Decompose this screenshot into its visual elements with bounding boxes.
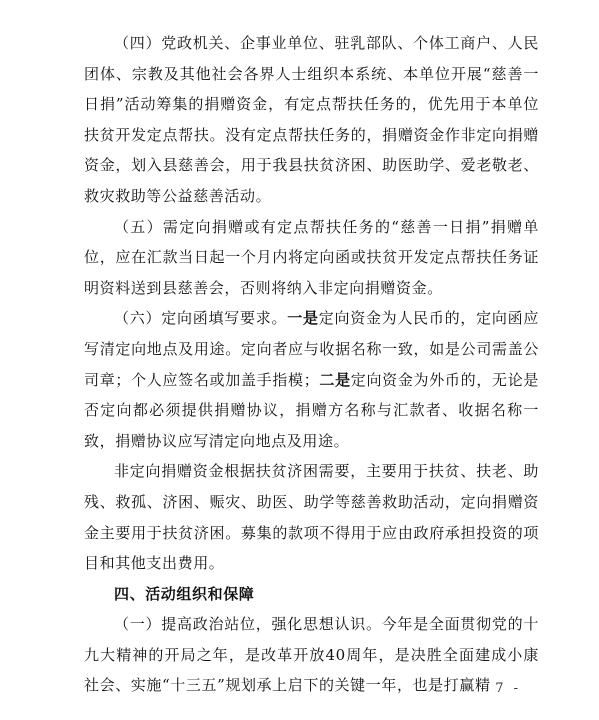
paragraph-7: 非定向捐赠资金根据扶贫济困需要，主要用于扶贫、扶老、助残、救孤、济困、赈灾、助医、助学等慈善救助活动，定向捐赠资金主要用于扶贫济困。募集的款项不得用于应由政府承担投资的项目和其他支出费用。 xyxy=(84,462,539,573)
section-heading: 四、活动组织和保障 xyxy=(114,584,255,603)
paragraph-6-text-2: 定向资金为外币的，无论是否定向都必须提供捐赠协议，捐赠方名称与汇款者、收据名称一致，捐赠协议应写清定向地点及用途。 xyxy=(84,370,539,450)
paragraph-6-point-2: 二是 xyxy=(319,370,351,389)
page-number: - 7 - xyxy=(480,681,521,696)
paragraph-6 xyxy=(84,303,539,456)
paragraph-6-intro: （六）定向函填写要求。 xyxy=(114,309,288,328)
paragraph-5: （五）需定向捐赠或有定点帮扶任务的“慈善一日捐”捐赠单位，应在汇款当日起一个月内将定向函或扶贫开发定点帮扶任务证明资料送到县慈善会，否则将纳入非定向捐赠资金。 xyxy=(84,217,539,297)
paragraph-4: （四）党政机关、企事业单位、驻乳部队、个体工商户、人民团体、宗教及其他社会各界人士组织本系统、本单位开展“慈善一日捐”活动筹集的捐赠资金，有定点帮扶任务的，优先用于本单位扶贫开发定点帮扶。没有定点帮扶任务的，捐赠资金作非定向捐赠资金，划入县慈善会，用于我县扶贫济困、助医助学、爱老敬老、救灾救助等公益慈善活动。 xyxy=(84,34,539,205)
paragraph-8: （一）提高政治站位，强化思想认识。今年是全面贯彻党的十九大精神的开局之年，是改革开放40周年，是决胜全面建成小康社会、实施“十三五”规划承上启下的关键一年，也是打赢精 xyxy=(84,615,539,695)
paragraph-6-text-1: 定向资金为人民币的，定向函应写清定向地点及用途。定向者应与收据名称一致，如是公司需盖公司章；个人应签名或加盖手指模； xyxy=(84,309,539,389)
paragraph-6-point-1: 一是 xyxy=(287,309,319,328)
